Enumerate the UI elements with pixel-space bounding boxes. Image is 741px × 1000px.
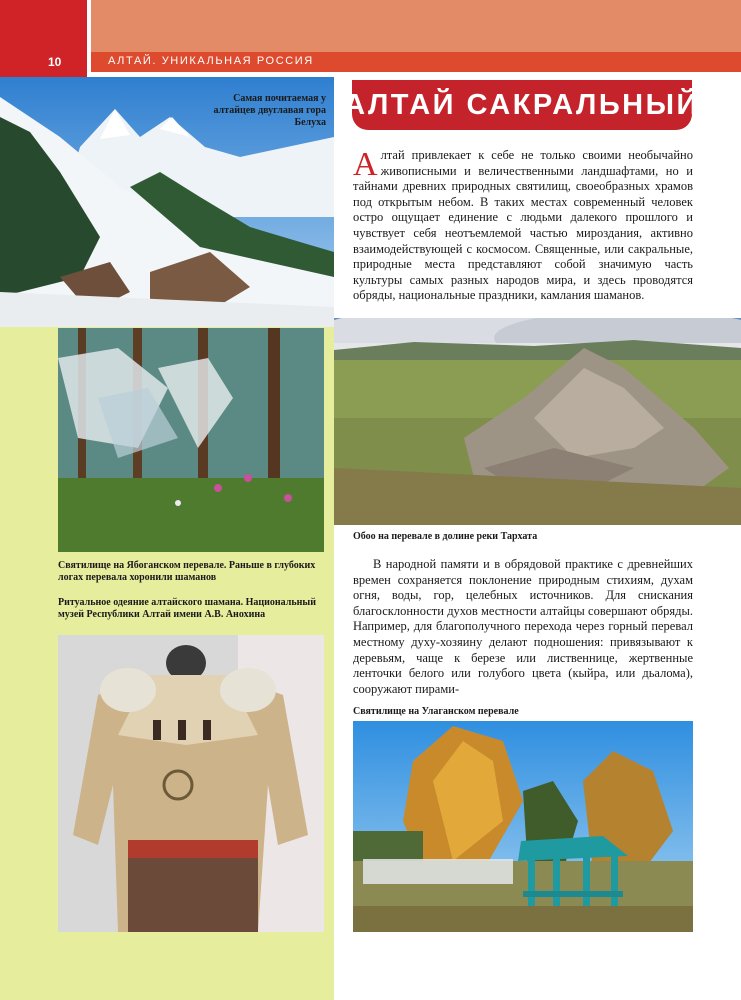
intro-paragraph [353,148,693,304]
caption-costume: Ритуальное одеяние алтайского шамана. Национальный музей Республики Алтай имени А.В. Анохина [58,597,316,620]
drop-cap: А [353,146,378,183]
caption-oboo: Обоо на перевале в долине реки Тархата [353,531,538,542]
photo-oboo [334,318,741,525]
intro-text: лтай привлекает к себе не только своими необычайно живописными и величественными ландшафтами, но и тайнами древних природных святилищ, своеобразных храмов под открытым небом. В таких местах современный человек остро ощущает единение с людьми далекого прошлого и чувствует себя неотъемлемой частью мироздания, активно взаимодействующей с космосом. Священные, или сакральные, природные места представляют собой значимую часть культуры самых разных народов мира, и здесь проводятся обряды, национальные праздники, камлания шаманов. [353,148,693,303]
photo-yaboganskiy-sanctuary [58,328,324,552]
header-salmon-band [91,0,741,52]
running-title: АЛТАЙ. УНИКАЛЬНАЯ РОССИЯ [108,55,314,67]
body-paragraph-2 [353,557,693,697]
body-paragraph-2-text: В народной памяти и в обрядовой практике с древнейших времен сохраняется поклонение природным стихиям, духам огня, воды, гор, целебных источников. Для снискания благосклонности духов местности алтайцы совершают обряды. Например, для благополучного перехода через горный перевал местному духу-хозяину делают подношения: привязывают к деревьям, чаще к березе или лиственнице, жертвенные ленточки белого или голубого цвета (кыйра, или дьалома), сооружают пирами- [353,557,693,696]
section-title-banner [344,80,700,130]
caption-belukha: Самая почитаемая у алтайцев двуглавая гора Белуха [213,93,326,128]
caption-yaboganskiy: Святилище на Ябоганском перевале. Раньше в глубоких логах перевала хоронили шаманов [58,560,316,583]
photo-ulaganskiy-sanctuary [353,721,693,932]
page-title: АЛТАЙ САКРАЛЬНЫЙ [344,88,700,121]
photo-shaman-costume [58,635,324,932]
caption-ulaganskiy: Святилище на Улаганском перевале [353,706,519,717]
page-number: 10 [48,55,62,69]
